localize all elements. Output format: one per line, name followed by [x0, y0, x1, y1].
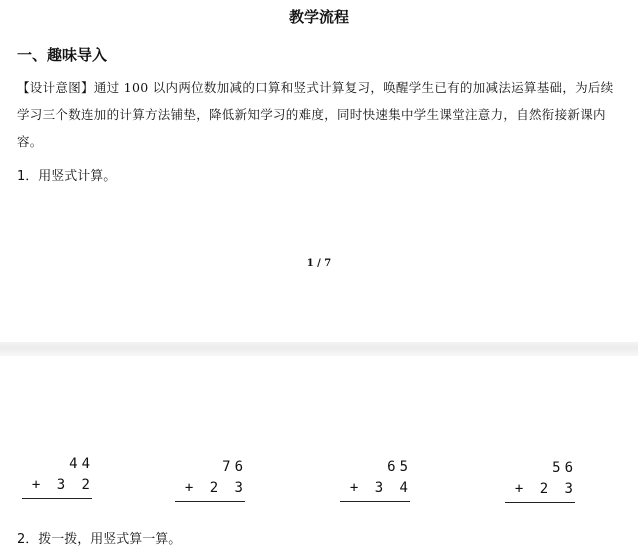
page-separator: [0, 342, 638, 356]
sum-line: [175, 501, 245, 502]
addend-bottom: + 2 3: [514, 481, 577, 497]
addend-bottom: + 3 4: [349, 480, 412, 496]
design-intent-text: 通过 100 以内两位数加减的口算和竖式计算复习，唤醒学生已有的加减法运算基础，为后续学习三个数连加的计算方法铺垫，降低新知学习的难度，同时快速集中学生课堂注意力，自然衔接新课内容。: [17, 80, 614, 149]
exercise-item-2: 2．拨一拨，用竖式算一算。: [17, 532, 182, 547]
addend-top: 44: [69, 456, 94, 472]
design-intent-paragraph: [17, 74, 623, 155]
addend-top: 65: [387, 459, 412, 475]
addend-bottom: + 3 2: [31, 477, 94, 493]
addend-top: 56: [552, 460, 577, 476]
page-title: 教学流程: [288, 8, 349, 26]
sum-line: [505, 502, 575, 503]
document-page-2: [0, 356, 638, 555]
page-number: 1 / 7: [306, 258, 332, 269]
exercise-item-1: 1．用竖式计算。: [17, 169, 117, 184]
sum-line: [22, 498, 92, 499]
design-intent-label: 【设计意图】: [17, 80, 94, 95]
addend-bottom: + 2 3: [184, 480, 247, 496]
addend-top: 76: [222, 459, 247, 475]
section-heading: 一、趣味导入: [17, 46, 108, 64]
sum-line: [340, 501, 410, 502]
